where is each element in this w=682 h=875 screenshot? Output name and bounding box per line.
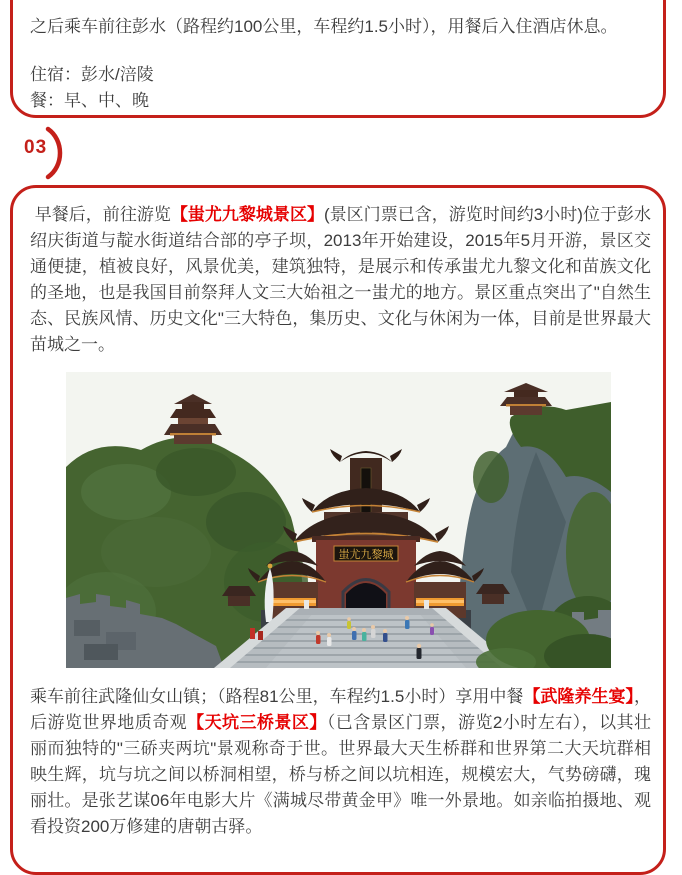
chiyou-jiuli-city-illustration xyxy=(66,372,611,668)
day3-card xyxy=(10,185,666,875)
body-text: （已含景区门票，游览2小时左右），以其壮丽而独特的"三硚夹两坑"景观称奇于世。世界最大天生桥群和世界第二大天坑群相映生辉，坑与坑之间以桥洞相望，桥与桥之间以坑相连，规模宏大，气势磅礴，瑰丽壮。是张艺谋06年电影大片《满城尽带黄金甲》唯一外景地。如亲临拍摄地、观看投资200万修建的唐朝古驿。 xyxy=(30,713,652,836)
highlight-text: 【蚩尤九黎城景区】 xyxy=(170,205,324,224)
gate-plaque-text: 蚩尤九黎城 xyxy=(338,549,394,561)
body-text: 乘车前往武隆仙女山镇；（路程81公里，车程约1.5小时）享用中餐 xyxy=(30,687,524,706)
day3-morning-paragraph xyxy=(30,202,651,358)
lodging-line: 住宿：彭水/涪陵 xyxy=(30,65,154,84)
day-badge xyxy=(22,124,76,182)
transfer-note-paragraph: 之后乘车前往彭水（路程约100公里，车程约1.5小时），用餐后入住酒店休息。 xyxy=(30,17,618,36)
highlight-text: 【天坑三桥景区】 xyxy=(187,713,327,732)
meals-line: 餐：早、中、晚 xyxy=(30,91,149,110)
body-text: (景区门票已含，游览时间约3小时)位于彭水绍庆街道与靛水街道结合部的亭子坝，2013年开始建设，2015年5月开游，景区交通便捷，植被良好，风景优美，建筑独特，是展示和传承蚩尤九黎文化和苗族文化的圣地，也是我国目前祭拜人文三大始祖之一蚩尤的地方。景区重点突出了"自然生态、民族风情、历史文化"三大特色，集历史、文化与休闲为一体，目前是世界最大苗城之一。 xyxy=(30,205,652,354)
day2-card xyxy=(10,0,666,118)
body-text: ，后游览世界地质奇观 xyxy=(30,687,651,732)
scenic-photo xyxy=(66,372,611,668)
day-badge-arc-icon xyxy=(44,125,72,181)
day-number: 03 xyxy=(24,137,48,158)
body-text: 早餐后，前往游览 xyxy=(30,205,171,224)
day3-afternoon-paragraph xyxy=(30,684,651,840)
highlight-text: 【武隆养生宴】 xyxy=(523,687,634,706)
